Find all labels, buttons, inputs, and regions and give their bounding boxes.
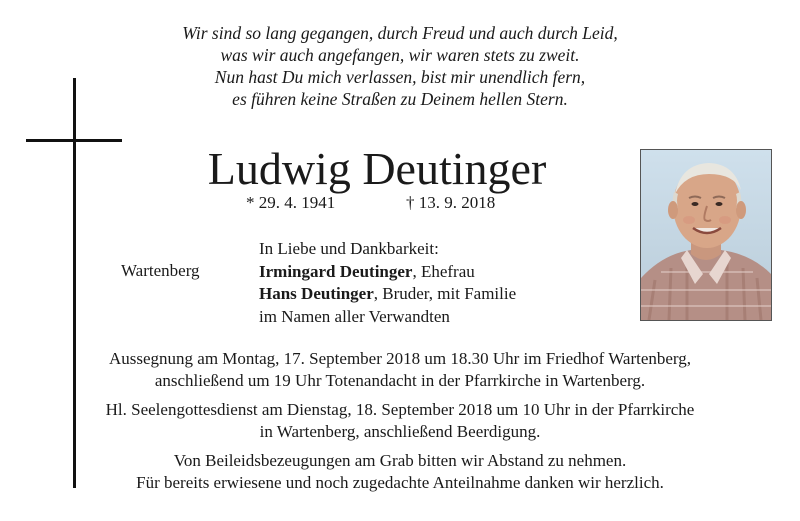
poem (0, 22, 800, 110)
poem-line-1: Wir sind so lang gegangen, durch Freud und auch durch Leid, (182, 23, 618, 43)
birth-date: * 29. 4. 1941 (246, 193, 336, 212)
poem-line-4: es führen keine Straßen zu Deinem hellen Stern. (232, 89, 568, 109)
poem-line-2: was wir auch angefangen, wir waren stets zu zweit. (220, 45, 580, 65)
thanks-line-2: Für bereits erwiesene und noch zugedachte Anteilnahme danken wir herzlich. (136, 473, 664, 492)
mourners-list (259, 238, 516, 328)
thanks-line-1: Von Beileidsbezeugungen am Grab bitten wir Abstand zu nehmen. (173, 451, 627, 470)
place-of-residence: Wartenberg (121, 261, 200, 280)
mourner-wife-relation: , Ehefrau (412, 261, 475, 281)
poem-line-3: Nun hast Du mich verlassen, bist mir unendlich fern, (214, 67, 586, 87)
cross-horizontal-bar (26, 139, 122, 142)
service-notices (0, 348, 800, 494)
mourner-wife-name: Irmingard Deutinger (259, 261, 413, 281)
mourner-brother-relation: , Bruder, mit Familie (373, 284, 517, 303)
deceased-name: Ludwig Deutinger (207, 143, 547, 194)
mourners-closing: im Namen aller Verwandten (259, 306, 450, 326)
mourners-intro: In Liebe und Dankbarkeit: (259, 239, 439, 258)
mourner-wife (259, 261, 516, 284)
mourner-brother (259, 283, 516, 306)
blessing-line-1: Aussegnung am Montag, 17. September 2018 um 18.30 Uhr im Friedhof Wartenberg, (108, 349, 692, 368)
mass-line-1: Hl. Seelengottesdienst am Dienstag, 18. September 2018 um 10 Uhr in der Pfarrkirche (105, 400, 695, 419)
portrait-photo (640, 149, 772, 321)
mass-line-2: in Wartenberg, anschließend Beerdigung. (259, 422, 541, 441)
blessing-line-2: anschließend um 19 Uhr Totenandacht in der Pfarrkirche in Wartenberg. (154, 371, 646, 390)
death-date: † 13. 9. 2018 (406, 193, 496, 212)
mourner-brother-name: Hans Deutinger (259, 284, 374, 303)
